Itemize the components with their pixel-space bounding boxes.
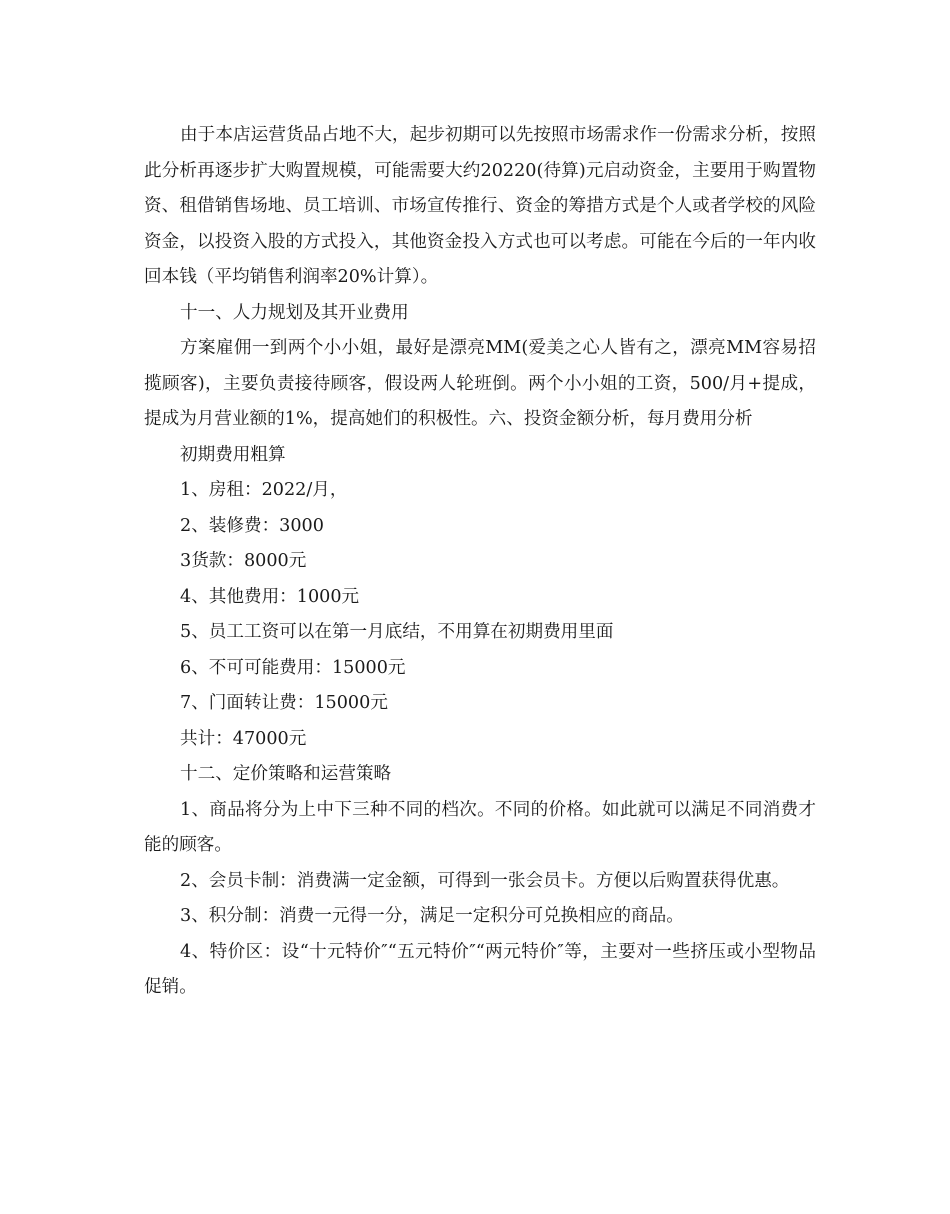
list-item-transfer-fee: 7、门面转让费：15000元 xyxy=(180,693,388,713)
list-item-wages: 5、员工工资可以在第一月底结，不用算在初期费用里面 xyxy=(180,622,614,642)
document-body xyxy=(144,118,816,1006)
list-item-points: 3、积分制：消费一元得一分，满足一定积分可兑换相应的商品。 xyxy=(180,906,684,926)
paragraph-startup-funds: 由于本店运营货品占地不大，起步初期可以先按照市场需求作一份需求分析，按照此分析再逐步扩大购置规模，可能需要大约20220(待算)元启动资金，主要用于购置物资、租借销售场地、员工培训、市场宣传推行、资金的筹措方式是个人或者学校的风险资金，以投资入股的方式投入，其他资金投入方式也可以考虑。可能在今后的一年内收回本钱（平均销售利润率20%计算）。 xyxy=(144,125,816,287)
list-item-membership: 2、会员卡制：消费满一定金额，可得到一张会员卡。方便以后购置获得优惠。 xyxy=(180,870,790,891)
section-heading-pricing: 十二、定价策略和运营策略 xyxy=(180,764,392,784)
paragraph-initial-costs-title: 初期费用粗算 xyxy=(180,444,286,465)
list-item-contingency: 6、不可可能费用：15000元 xyxy=(180,657,406,678)
paragraph-staffing-plan: 方案雇佣一到两个小小姐，最好是漂亮MM(爱美之心人皆有之，漂亮MM容易招揽顾客)，主要负责接待顾客，假设两人轮班倒。两个小小姐的工资，500/月+提成，提成为月营业额的1%，提高她们的积极性。六、投资金额分析，每月费用分析 xyxy=(144,338,816,429)
list-item-goods: 3货款：8000元 xyxy=(180,551,307,571)
list-item-tiers: 1、商品将分为上中下三种不同的档次。不同的价格。如此就可以满足不同消费才能的顾客。 xyxy=(144,799,816,855)
list-item-specials: 4、特价区：设“十元特价″“五元特价″“两元特价″等，主要对一些挤压或小型物品促销。 xyxy=(144,941,816,997)
list-item-other-costs: 4、其他费用：1000元 xyxy=(180,586,360,607)
total-costs: 共计：47000元 xyxy=(180,728,307,749)
list-item-rent: 1、房租：2022/月， xyxy=(180,480,348,500)
section-heading-staffing: 十一、人力规划及其开业费用 xyxy=(180,302,409,323)
list-item-renovation: 2、装修费：3000 xyxy=(180,515,324,536)
